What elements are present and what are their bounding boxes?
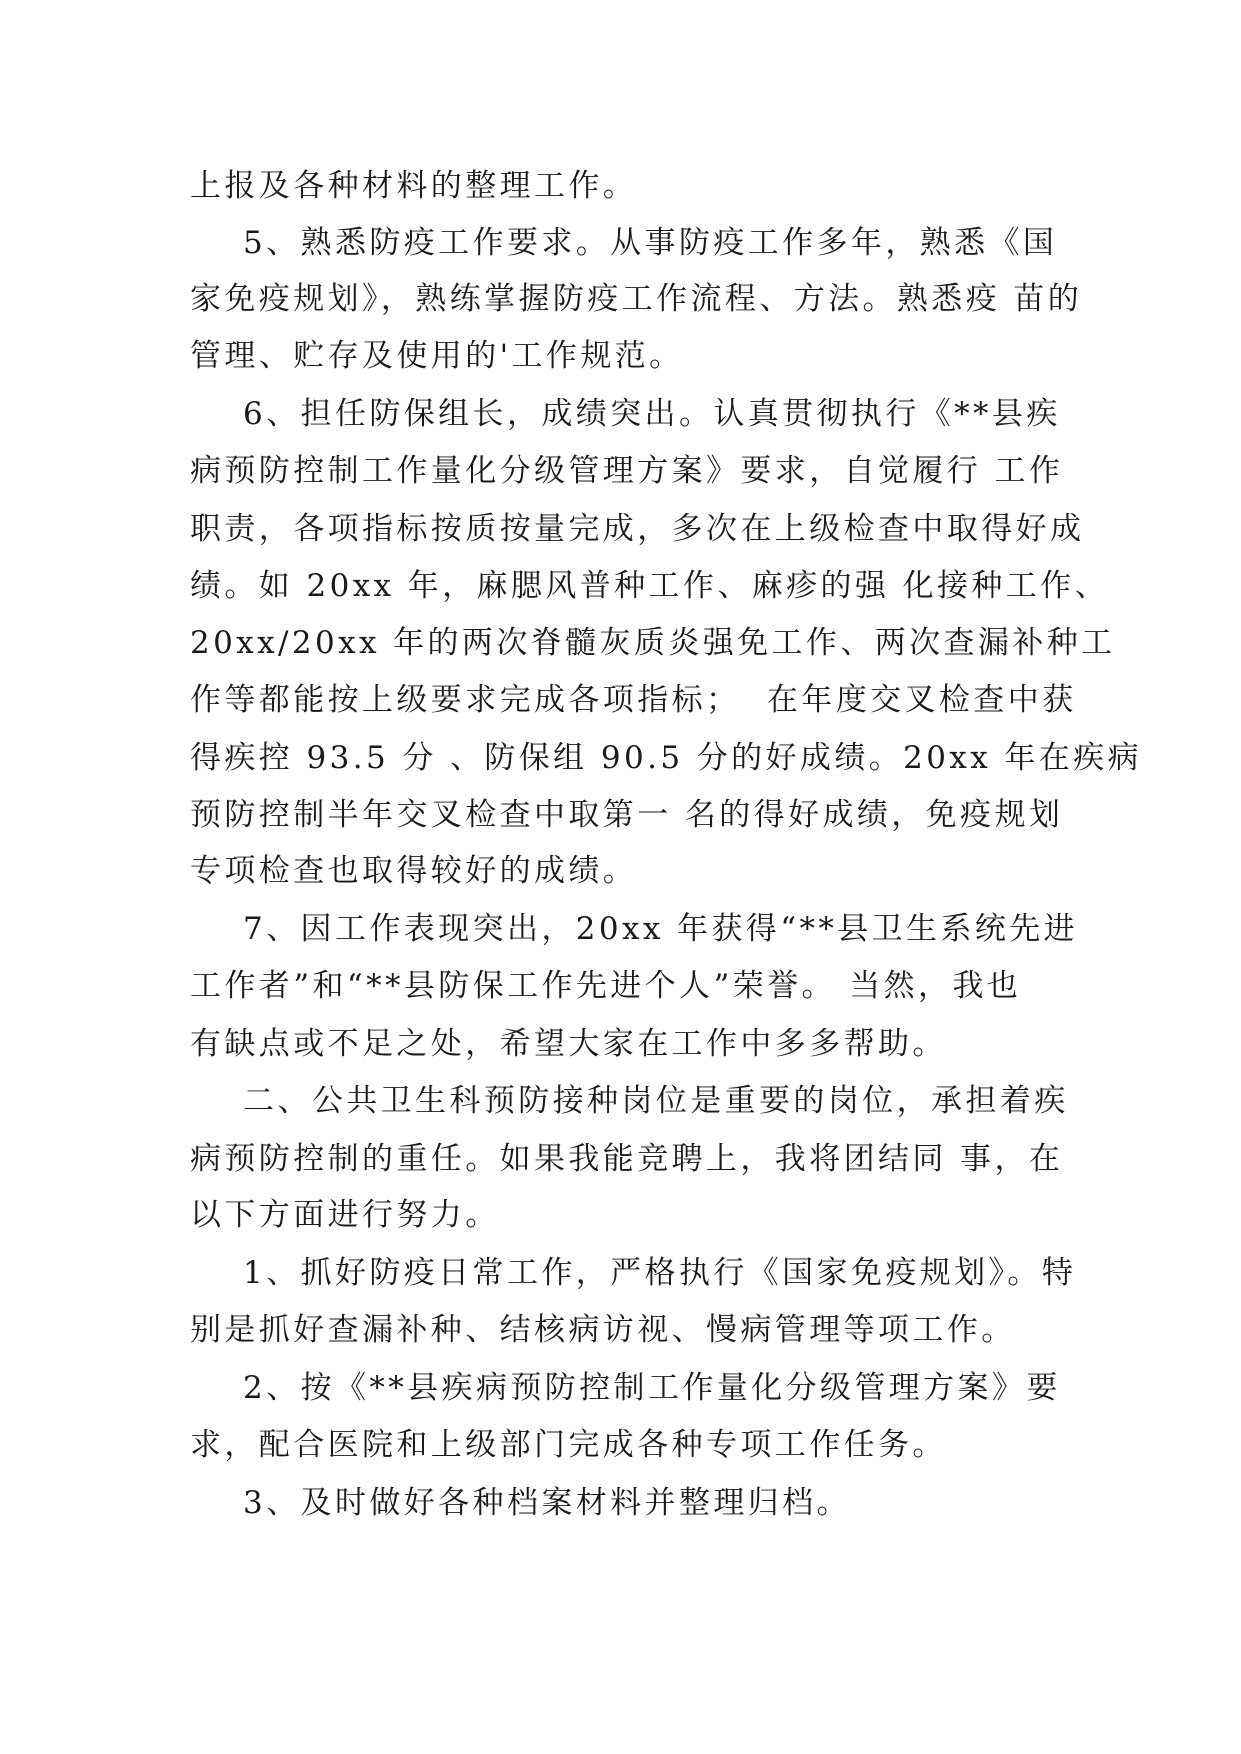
text-line: 家免疫规划》，熟练掌握防疫工作流程、方法。熟悉疫 苗的 (190, 281, 1083, 317)
text-line: 3、及时做好各种档案材料并整理归档。 (190, 1485, 851, 1521)
text-line: 以下方面进行努力。 (190, 1197, 500, 1233)
text-line: 二、公共卫生科预防接种岗位是重要的岗位，承担着疾 (190, 1083, 1069, 1119)
text-line: 预防控制半年交叉检查中取第一 名的得好成绩，免疫规划 (190, 797, 1064, 833)
text-line: 2、按《**县疾病预防控制工作量化分级管理方案》要 (190, 1370, 1061, 1406)
text-line: 20xx/20xx 年的两次脊髓灰质炎强免工作、两次查漏补种工 (190, 625, 1116, 661)
text-line: 职责，各项指标按质按量完成，多次在上级检查中取得好成 (190, 511, 1085, 547)
text-line: 别是抓好查漏补种、结核病访视、慢病管理等项工作。 (190, 1312, 1016, 1348)
text-line: 病预防控制的重任。如果我能竞聘上，我将团结同 事，在 (190, 1141, 1064, 1177)
text-line: 作等都能按上级要求完成各项指标； 在年度交叉检查中获 (190, 682, 1077, 718)
text-line: 病预防控制工作量化分级管理方案》要求，自觉履行 工作 (190, 453, 1064, 489)
text-line: 有缺点或不足之处，希望大家在工作中多多帮助。 (190, 1026, 947, 1062)
text-line: 5、熟悉防疫工作要求。从事防疫工作多年，熟悉《国 (190, 225, 1058, 261)
text-line: 上报及各种材料的整理工作。 (190, 168, 638, 204)
text-line: 专项检查也取得较好的成绩。 (190, 853, 638, 889)
text-line: 管理、贮存及使用的'工作规范。 (190, 338, 684, 374)
text-line: 绩。如 20xx 年，麻腮风普种工作、麻疹的强 化接种工作、 (190, 568, 1109, 604)
text-line: 1、抓好防疫日常工作，严格执行《国家免疫规划》。特 (190, 1255, 1077, 1291)
text-line: 6、担任防保组长，成绩突出。认真贯彻执行《**县疾 (190, 396, 1061, 432)
text-line: 求，配合医院和上级部门完成各种专项工作任务。 (190, 1427, 947, 1463)
text-line: 7、因工作表现突出，20xx 年获得“**县卫生系统先进 (190, 911, 1079, 947)
text-line: 工作者”和“**县防保工作先进个人”荣誉。 当然，我也 (190, 968, 1022, 1004)
text-line: 得疾控 93.5 分 、防保组 90.5 分的好成绩。20xx 年在疾病 (190, 740, 1142, 776)
